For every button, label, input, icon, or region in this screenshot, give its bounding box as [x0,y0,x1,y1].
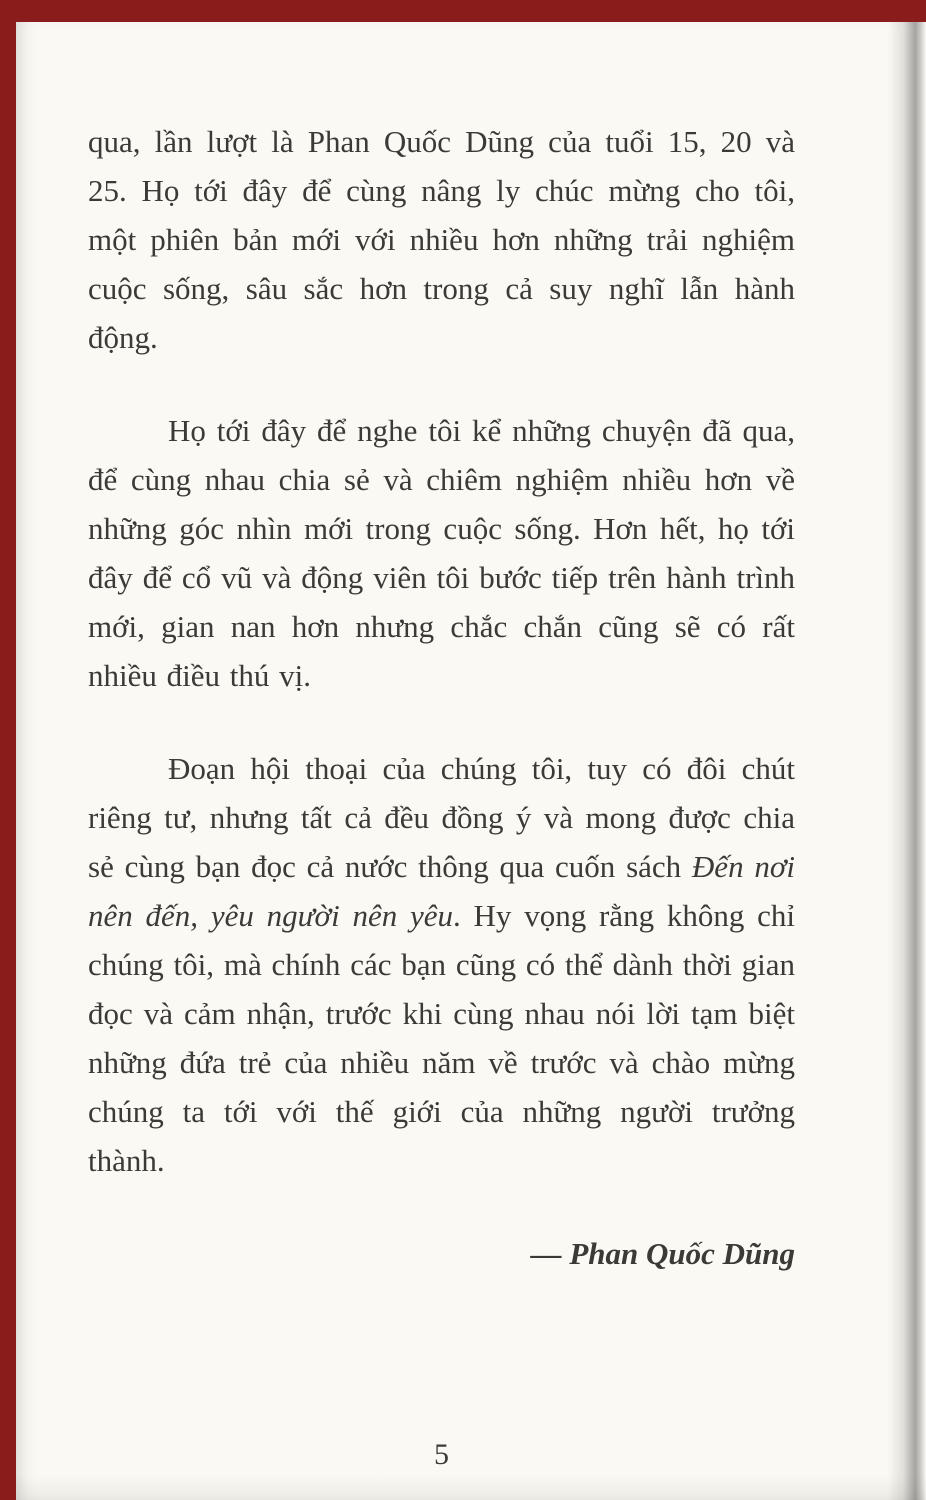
italic-book-title: Đến nơi nên đến, yêu người nên yêu [88,849,795,933]
paragraph [88,744,795,1185]
scan-bottom-shadow [16,1474,926,1500]
paragraph [88,406,795,700]
text-segment: . Hy vọng rằng không chỉ chúng tôi, mà chính các bạn cũng có thể dành thời gian đọc và cảm nhận, trước khi cùng nhau nói lời tạm biệt những đứa trẻ của nhiều năm về trước và chào mừng chúng ta tới với thế giới của những người trưởng thành. [88,898,795,1178]
text-segment: qua, lần lượt là Phan Quốc Dũng của tuổi 15, 20 và 25. Họ tới đây để cùng nâng ly chúc mừng cho tôi, một phiên bản mới với nhiều hơn những trải nghiệm cuộc sống, sâu sắc hơn trong cả suy nghĩ lẫn hành động. [88,124,795,355]
text-segment: Họ tới đây để nghe tôi kể những chuyện đã qua, để cùng nhau chia sẻ và chiêm nghiệm nhiều hơn về những góc nhìn mới trong cuộc sống. Hơn hết, họ tới đây để cổ vũ và động viên tôi bước tiếp trên hành trình mới, gian nan hơn nhưng chắc chắn cũng sẽ có rất nhiều điều thú vị. [88,413,795,693]
text-segment: Đoạn hội thoại của chúng tôi, tuy có đôi chút riêng tư, nhưng tất cả đều đồng ý và mong được chia sẻ cùng bạn đọc cả nước thông qua cuốn sách [88,751,795,884]
page-number: 5 [434,1438,449,1471]
page-paper [16,22,926,1500]
paragraph [88,117,795,362]
page-text [88,117,795,1278]
paragraphs [88,117,795,1185]
author-signature: — Phan Quốc Dũng [530,1236,795,1271]
page-edge-shadow [888,22,926,1500]
